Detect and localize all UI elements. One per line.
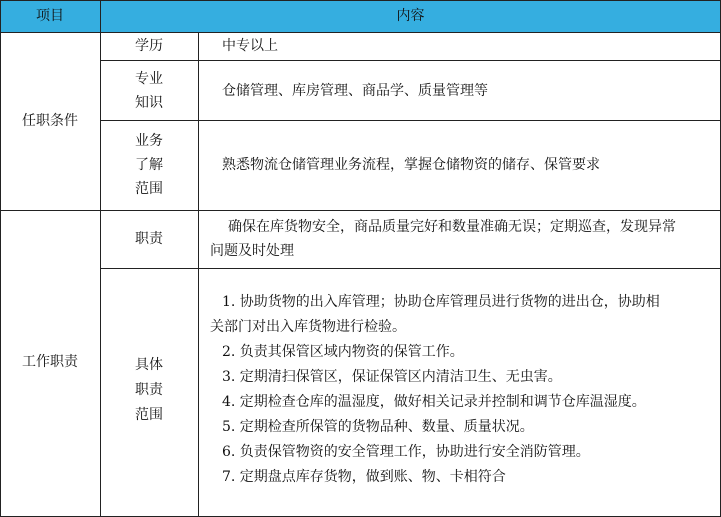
row-key-scope-line: 了解 bbox=[135, 157, 163, 173]
row-key-scope-line: 业务 bbox=[135, 133, 163, 149]
row-key-scope-line: 范围 bbox=[135, 181, 163, 197]
rule-section bbox=[0, 210, 721, 211]
rule-col bbox=[198, 32, 199, 517]
duty-item: 3. 定期清扫保管区，保证保管区内清洁卫生、无虫害。 bbox=[222, 369, 562, 385]
row-key-specific-line: 职责 bbox=[135, 382, 163, 398]
rule-top bbox=[0, 0, 721, 1]
row-key-duty: 职责 bbox=[135, 231, 163, 247]
row-value-scope: 熟悉物流仓储管理业务流程，掌握仓储物资的储存、保管要求 bbox=[222, 157, 600, 173]
row-value-education: 中专以上 bbox=[222, 38, 278, 54]
row-value-duty-line: 确保在库货物安全，商品质量完好和数量准确无误；定期巡查，发现异常 bbox=[228, 219, 676, 235]
header-item-label: 项目 bbox=[36, 8, 64, 24]
row-key-knowledge-line: 专业 bbox=[135, 71, 163, 87]
rule-header-bottom bbox=[0, 32, 721, 33]
row-key-specific-line: 范围 bbox=[135, 407, 163, 423]
duty-item-continuation: 关部门对出入库货物进行检验。 bbox=[210, 319, 406, 335]
rule-row bbox=[100, 268, 721, 269]
duty-item: 2. 负责其保管区域内物资的保管工作。 bbox=[222, 344, 464, 360]
duty-item: 1. 协助货物的出入库管理；协助仓库管理员进行货物的进出仓，协助相 bbox=[222, 294, 660, 310]
duty-item: 6. 负责保管物资的安全管理工作，协助进行安全消防管理。 bbox=[222, 444, 590, 460]
row-value-knowledge: 仓储管理、库房管理、商品学、质量管理等 bbox=[222, 83, 488, 99]
duty-item: 5. 定期检查所保管的货物品种、数量、质量状况。 bbox=[222, 419, 534, 435]
row-value-duty-line: 问题及时处理 bbox=[210, 243, 294, 259]
header-content-label: 内容 bbox=[396, 8, 425, 24]
row-key-specific-line: 具体 bbox=[135, 357, 163, 373]
row-key-education: 学历 bbox=[135, 38, 163, 54]
section-label-duties: 工作职责 bbox=[22, 354, 78, 370]
duty-item: 4. 定期检查仓库的温湿度，做好相关记录并控制和调节仓库温湿度。 bbox=[222, 394, 646, 410]
row-key-knowledge-line: 知识 bbox=[135, 95, 163, 111]
rule-row bbox=[100, 120, 721, 121]
duty-item: 7. 定期盘点库存货物，做到账、物、卡相符合 bbox=[222, 469, 506, 485]
rule-left bbox=[0, 0, 1, 517]
section-label-requirements: 任职条件 bbox=[22, 113, 78, 129]
rule-row bbox=[100, 60, 721, 61]
